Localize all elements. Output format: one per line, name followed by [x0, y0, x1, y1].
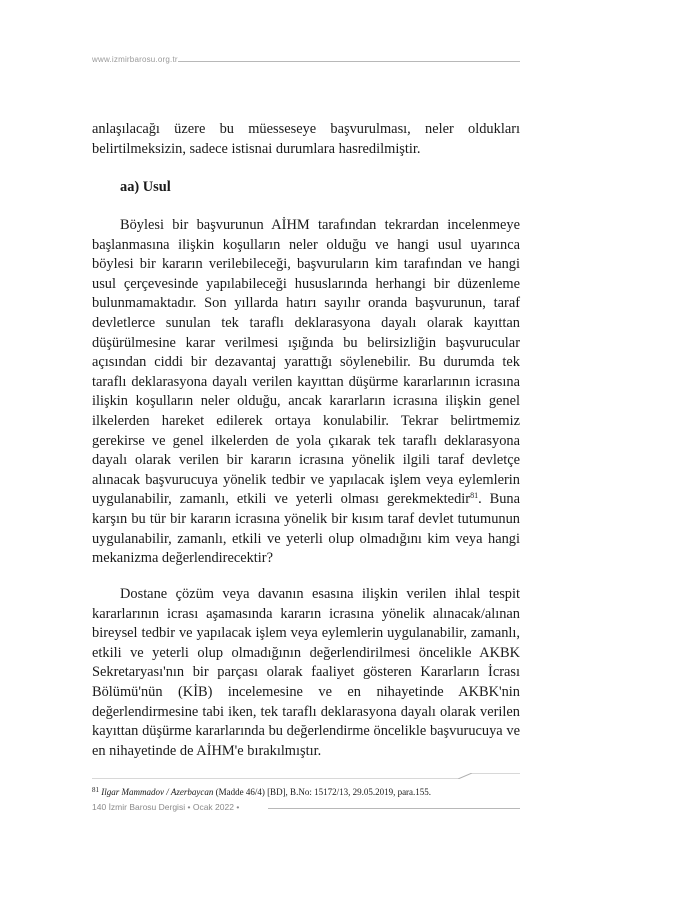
- footnote-citation: (Madde 46/4) [BD], B.No: 15172/13, 29.05.2019, para.155.: [213, 787, 432, 797]
- footnote-rule: [92, 773, 520, 779]
- footnote-reference[interactable]: 81: [470, 491, 479, 501]
- paragraph-usul-text: Böylesi bir başvurunun AİHM tarafından tekrardan incelenmeye başlanmasına ilişkin koşulların neler olduğu ve hangi usul uyarınca böylesi bir kararın verilebileceği, başvuruların kim tarafından ve hangi usul çerçevesinde yapılabileceği hususlarında herhangi bir düzenleme bulunmamaktadır. Son yıllarda hatırı sayılır oranda başvurunun, taraf devletlerce sunulan tek taraflı deklarasyona dayalı olarak kayıttan düşürülmesine karar verilmesi ışığında bu belirsizliğin başvurucular açısından ciddi bir dezavantaj yarattığı söylenebilir. Bu durumda tek taraflı deklarasyona dayalı verilen kayıttan düşürme kararlarının icrasına ilişkin koşulların neler olduğu, ancak kararların icrasına ilişkin genel ilkelerden hareket edilerek ortaya konulabilir. Tekrar belirtmemiz gerekirse ve genel ilkelerden de yola çıkarak tek taraflı deklarasyona dayalı olarak verilen bir kararın icrasına yönelik ilgili taraf devletçe alınacak başvurucuya yönelik tedbir ve yapılacak işlem veya eylemlerin uygulanabilir, zamanlı, etkili ve yeterli olması gerekmektedir: [92, 217, 520, 508]
- journal-issue: Ocak 2022: [192, 802, 234, 812]
- footer-rule: [268, 808, 520, 809]
- journal-name: İzmir Barosu Dergisi: [108, 802, 186, 812]
- paragraph-continued: anlaşılacağı üzere bu müesseseye başvurulması, neler oldukları belirtilmeksizin, sadece istisnai durumlara hasredilmiştir.: [92, 121, 520, 157]
- section-heading: aa) Usul: [120, 179, 171, 195]
- footnote-number: 81: [92, 786, 99, 794]
- footer-separator: •: [187, 802, 191, 812]
- paragraph-usul-text-end: . Buna karşın bu tür bir kararın icrasına yönelik bir kısım taraf devlet tutumunun uygulanabilir, zamanlı, etkili ve yeterli olup olmadığını kim veya hangi mekanizma değerlendirecektir?: [92, 491, 520, 567]
- footnote-case-name: Ilgar Mammadov / Azerbaycan: [101, 787, 214, 797]
- header-rule: [178, 61, 520, 62]
- footnote: [92, 784, 520, 798]
- paragraph-dostane-cozum: Dostane çözüm veya davanın esasına ilişkin verilen ihlal tespit kararlarının icrası aşamasında kararın icrasına yönelik alınacak/alınan bireysel tedbir ve yapılacak işlem veya eylemlerin uygulanabilir, zamanlı, etkili ve yeterli olup olmadığının değerlendirilmesi öncelikle AKBK Sekretaryası'nın bir parçası olarak faaliyet gösteren Kararların İcrası Bölümü'nün (KİB) incelemesine ve en nihayetinde AKBK'nin değerlendirmesine tabi iken, tek taraflı deklarasyona dayalı olarak verilen kayıttan düşürme kararlarında bu değerlendirme öncelikle başvurucuya ve en nihayetinde de AİHM'e bırakılmıştır.: [92, 586, 520, 759]
- page-footer: [92, 802, 239, 812]
- page-number: 140: [92, 802, 107, 812]
- website-url: www.izmirbarosu.org.tr: [92, 55, 178, 64]
- footer-separator-end: •: [236, 802, 240, 812]
- paragraph-usul: [92, 216, 520, 569]
